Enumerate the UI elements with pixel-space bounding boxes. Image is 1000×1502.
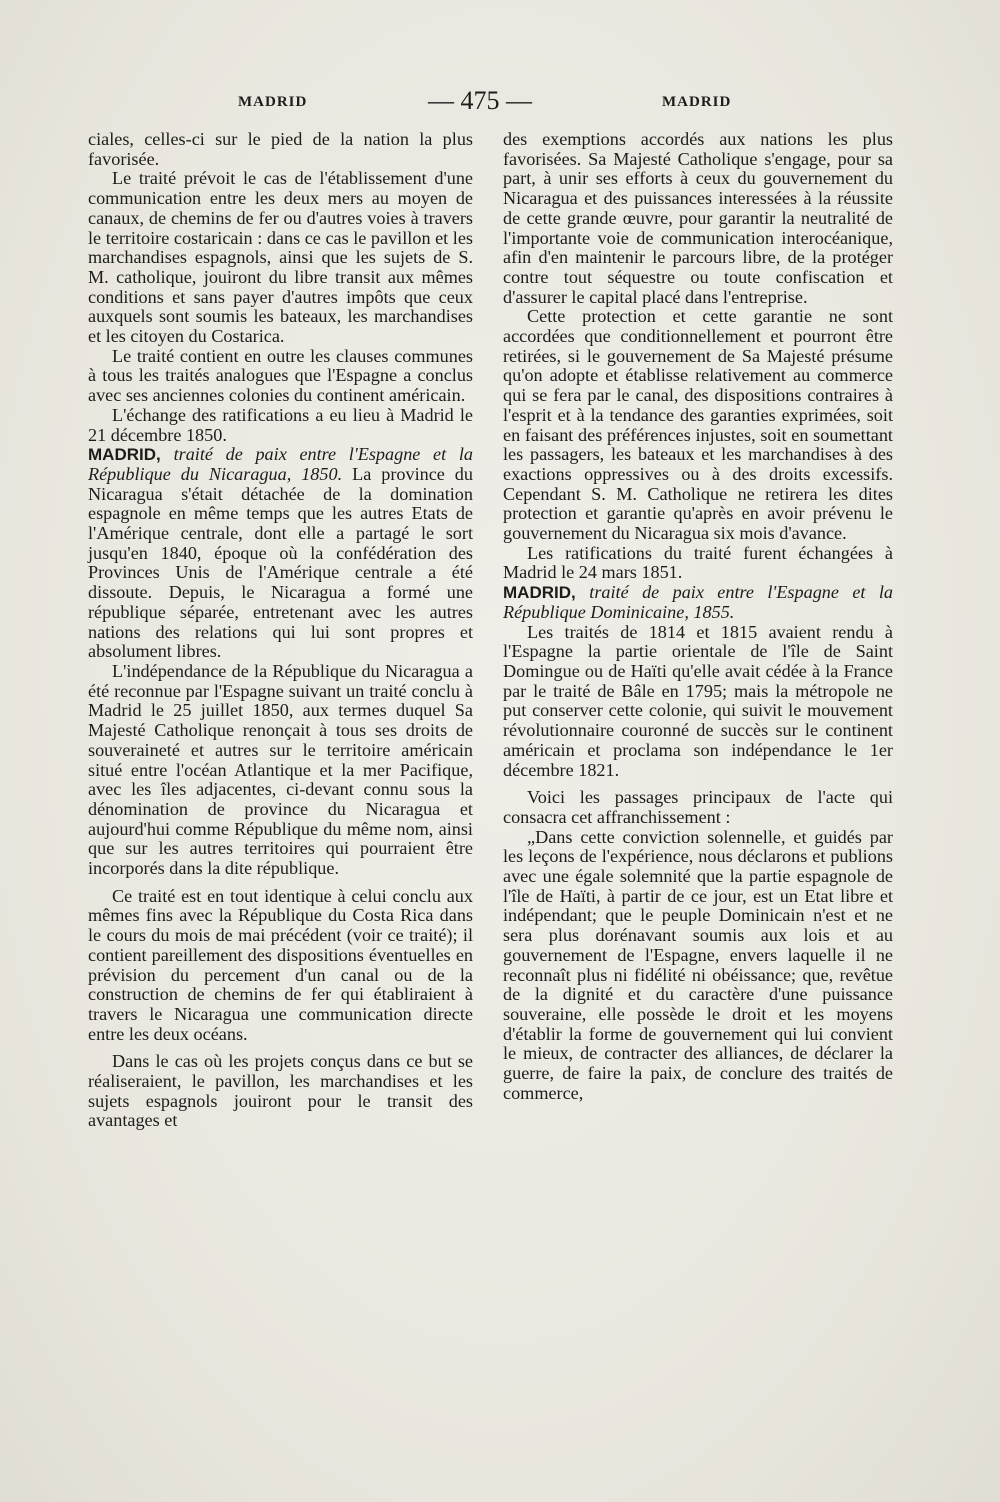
paragraph: Le traité prévoit le cas de l'établissement d'une communication entre les deux mers au moyen de canaux, de chemins de fer ou d'autres voies à travers le territoire costaricain : dans ce cas le pavillon et les marchandises espagnols, ainsi que les sujets de S. M. catholique, jouiront du libre transit aux mêmes conditions et sans payer d'autres impôts que ceux auxquels sont soumis les bateaux, les marchandises et les citoyen du Costarica. — [88, 168, 473, 347]
paragraph: des exemptions accordés aux nations les plus favorisées. Sa Majesté Catholique s'engage, pour sa part, à unir ses efforts à ceux du gouvernement du Nicaragua et des puissances interessées à la réussite de cette grande œuvre, pour garantir la neutralité de l'importante voie de communication interocéanique, afin d'en maintenir le parcours libre, de la protéger contre tout séquestre ou toute confiscation et d'assurer le capital placé dans l'entreprise. — [503, 129, 893, 307]
right-column — [503, 130, 893, 1103]
header-right-title: MADRID — [662, 94, 732, 110]
quotation: „Dans cette conviction solennelle, et guidés par les leçons de l'expérience, nous déclarons et publions avec une égale solemnité que la partie espagnole de l'île de Haïti, à partir de ce jour, est un Etat libre et indépendant; que le peuple Dominicain n'est et ne sera plus dorénavant soumis aux lois et au gouvernement de l'Espagne, envers laquelle il ne reconnaît plus ni fidélité ni obéissance; que, revêtue de la dignité et du caractère d'une puissance souveraine, elle possède le droit et les moyens d'établir la forme de gouvernement qui lui convient le mieux, de contracter des alliances, de déclarer la guerre, de faire la paix, de conclure des traités de commerce, — [503, 826, 893, 1103]
entry-body: La province du Nicaragua s'était détachée de la domination espagnole en même temps que les autres Etats de l'Amérique centrale, dont elle a partagé le sort jusqu'en 1840, époque où la confédération des Provinces Unis de l'Amérique centrale a été dissoute. Depuis, le Nicaragua a formé une république séparée, entretenant avec les autres nations des relations qui lui sont propres et absolument libres. — [88, 463, 473, 662]
paragraph: Les ratifications du traité furent échangées à Madrid le 24 mars 1851. — [503, 542, 893, 583]
paragraph: Le traité contient en outre les clauses communes à tous les traités analogues que l'Espagne a conclus avec ses anciennes colonies du continent américain. — [88, 345, 473, 406]
paragraph: L'indépendance de la République du Nicaragua a été reconnue par l'Espagne suivant un traité conclu à Madrid le 25 juillet 1850, aux termes duquel Sa Majesté Catholique renonçait à tous ses droits de souveraineté et autres sur le territoire américain situé entre l'océan Atlantique et la mer Pacifique, avec les îles adjacentes, ci-devant connu sous la dénomination de province du Nicaragua et aujourd'hui comme République du même nom, ainsi que sur les autres territoires qui pourraient être incorporés dans la dite république. — [88, 660, 473, 879]
paragraph: Ce traité est en tout identique à celui conclu aux mêmes fins avec la République du Costa Rica dans le cours du mois de mai précédent (voir ce traité); il contient pareillement des dispositions éventuelles en prévision du percement d'un canal ou de la construction de chemins de fer qui établiraient à travers le Nicaragua une communication directe entre les deux océans. — [88, 885, 473, 1044]
paragraph: Dans le cas où les projets conçus dans ce but se réaliseraient, le pavillon, les marchandises et les sujets espagnols jouiront pour le transit des avantages et — [88, 1051, 473, 1131]
dictionary-entry — [503, 583, 893, 622]
left-column — [88, 130, 473, 1131]
paragraph: ciales, celles-ci sur le pied de la nation la plus favorisée. — [88, 129, 473, 169]
paragraph: Voici les passages principaux de l'acte qui consacra cet affranchissement : — [503, 787, 893, 827]
dictionary-entry — [88, 445, 473, 662]
paragraph: L'échange des ratifications a eu lieu à Madrid le 21 décembre 1850. — [88, 404, 473, 445]
entry-headword: MADRID, — [503, 583, 590, 603]
entry-subtitle: traité de paix entre l'Espagne et la République du Nicaragua, 1850. — [88, 444, 473, 484]
page-number: — 475 — — [428, 86, 532, 115]
running-header — [0, 88, 1000, 118]
header-left-title: MADRID — [238, 94, 308, 110]
entry-subtitle: traité de paix entre l'Espagne et la République Dominicaine, 1855. — [503, 582, 893, 622]
paragraph: Les traités de 1814 et 1815 avaient rendu à l'Espagne la partie orientale de l'île de Saint Domingue ou de Haïti qu'elle avait cédée à la France par le traité de Bâle en 1795; mais la métropole ne put conserver cette colonie, qui suivit le mouvement révolutionnaire couronné de succès sur le continent américain et proclama son indépendance le 1er décembre 1821. — [503, 621, 893, 780]
entry-headword: MADRID, — [88, 445, 174, 465]
paragraph: Cette protection et cette garantie ne sont accordées que conditionnellement et pourront être retirées, si le gouvernement de Sa Majesté présume qu'on adopte et établisse relativement au commerce qui se fera par le canal, des dispositions contraires à l'esprit et à la tendance des garanties exprimées, soit en faisant des préférences injustes, soit en soumettant les passagers, les bateaux et les marchandises à des exactions oppressives ou à des droits excessifs. Cependant S. M. Catholique ne retirera les dites protection et garantie qu'après en avoir prévenu le gouvernement du Nicaragua six mois d'avance. — [503, 306, 893, 544]
